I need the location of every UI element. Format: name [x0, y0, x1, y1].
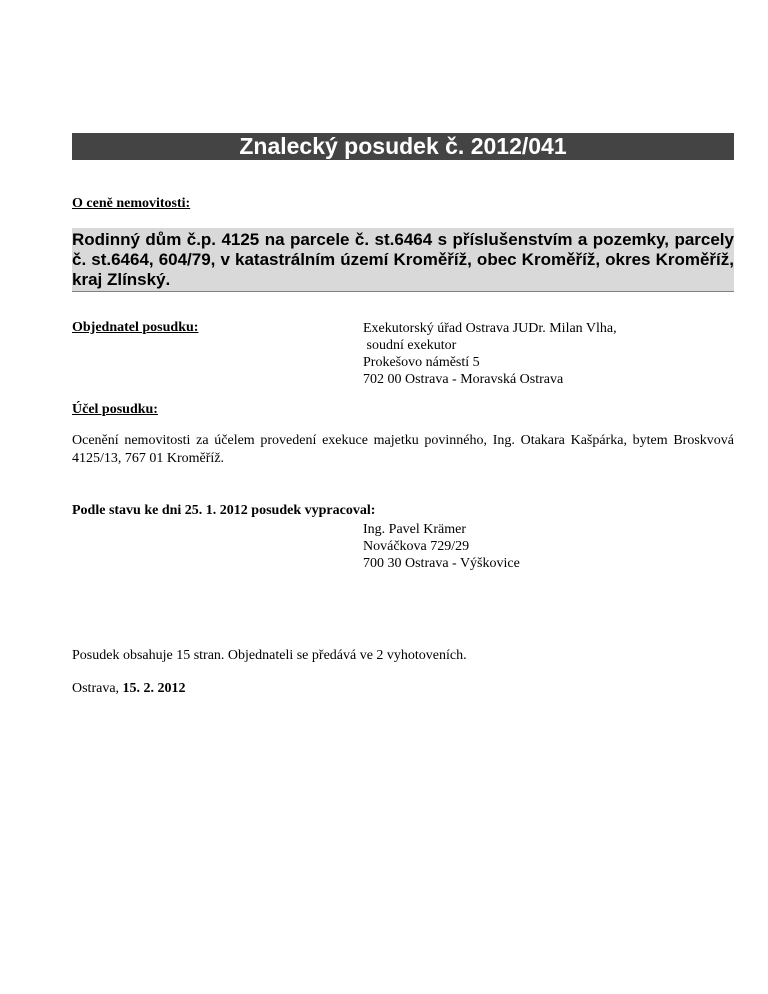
- expert-line: Nováčkova 729/29: [363, 539, 470, 554]
- date: 15. 2. 2012: [122, 681, 186, 696]
- objednatel-address: [363, 320, 617, 388]
- vypracoval-statement: Podle stavu ke dni 25. 1. 2012 posudek vypracoval:: [72, 503, 376, 518]
- expert-address: [363, 521, 520, 572]
- place: Ostrava,: [72, 681, 120, 696]
- expert-line: 700 30 Ostrava - Výškovice: [363, 556, 520, 571]
- ucel-text: Ocenění nemovitosti za účelem provedení exekuce majetku povinného, Ing. Otakara Kašpárka, bytem Broskvová 4125/13, 767 01 Kroměříž.: [72, 433, 734, 466]
- objednatel-line: soudní exekutor: [363, 338, 457, 353]
- objednatel-line: 702 00 Ostrava - Moravská Ostrava: [363, 372, 564, 387]
- objednatel-line: Prokešovo náměstí 5: [363, 355, 480, 370]
- objednatel-label: Objednatel posudku:: [72, 320, 199, 335]
- property-subject: Rodinný dům č.p. 4125 na parcele č. st.6464 s příslušenstvím a pozemky, parcely č. st.6464, 604/79, v katastrálním území Kroměříž, obec Kroměříž, okres Kroměříž, kraj Zlínský.: [72, 228, 734, 292]
- place-date: [72, 681, 186, 697]
- pages-note: Posudek obsahuje 15 stran. Objednateli se předává ve 2 vyhotoveních.: [72, 648, 467, 663]
- expert-line: Ing. Pavel Krämer: [363, 522, 467, 537]
- ucel-label: Účel posudku:: [72, 402, 158, 417]
- document-title: Znalecký posudek č. 2012/041: [72, 133, 734, 160]
- objednatel-line: Exekutorský úřad Ostrava JUDr. Milan Vlha,: [363, 321, 617, 336]
- ocene-label: O ceně nemovitosti:: [72, 196, 191, 211]
